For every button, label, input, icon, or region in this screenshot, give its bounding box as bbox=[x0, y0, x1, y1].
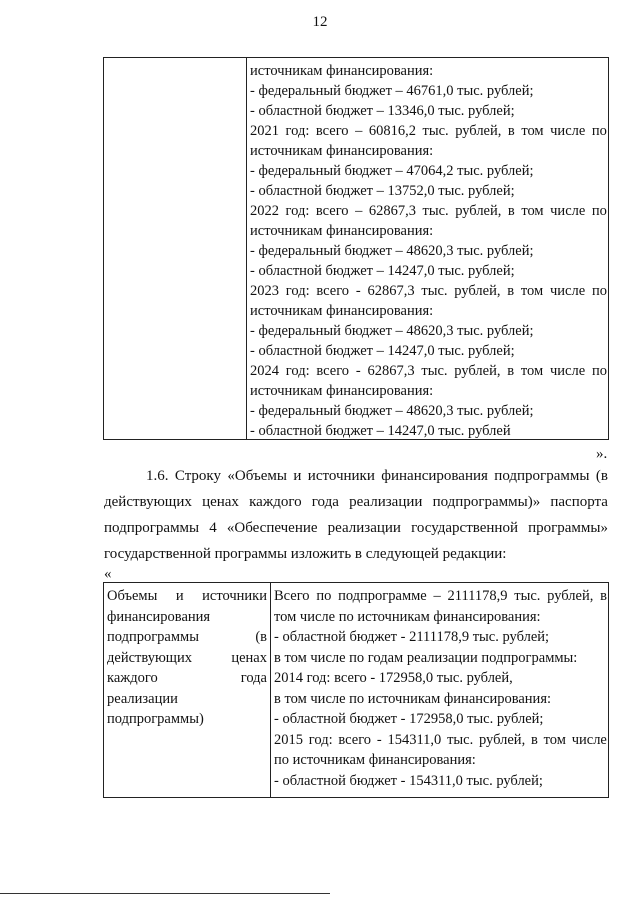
funding-line: - федеральный бюджет – 47064,2 тыс. рублей; bbox=[250, 163, 534, 179]
paragraph-line: 1.6. Строку «Объемы и источники финансирования подпрограммы (в bbox=[146, 468, 608, 484]
funding-line: - областной бюджет – 14247,0 тыс. рублей bbox=[250, 423, 511, 439]
page-number: 12 bbox=[312, 14, 328, 30]
header-line: подпрограммы (в bbox=[107, 629, 267, 645]
opening-quote: « bbox=[104, 566, 112, 582]
funding-line: - федеральный бюджет – 48620,3 тыс. рублей; bbox=[250, 403, 534, 419]
amendment-paragraph bbox=[104, 463, 608, 567]
header-line: реализации bbox=[107, 690, 178, 707]
funding-line: - областной бюджет – 13752,0 тыс. рублей; bbox=[250, 183, 515, 199]
funding-line: 2014 год: всего - 172958,0 тыс. рублей, bbox=[274, 670, 513, 686]
column-divider bbox=[246, 58, 247, 439]
subprogram-funding-table bbox=[103, 582, 609, 798]
funding-line: источникам финансирования: bbox=[250, 63, 434, 79]
funding-line: 2024 год: всего - 62867,3 тыс. рублей, в том числе по bbox=[250, 363, 607, 379]
funding-line: 2023 год: всего - 62867,3 тыс. рублей, в том числе по bbox=[250, 283, 607, 299]
funding-line: источникам финансирования: bbox=[250, 303, 434, 319]
funding-details-cell bbox=[274, 586, 607, 791]
funding-line: Всего по подпрограмме – 2111178,9 тыс. рублей, в bbox=[274, 588, 607, 604]
funding-line: в том числе по источникам финансирования: bbox=[274, 690, 552, 707]
header-line: действующих ценах bbox=[107, 649, 267, 666]
funding-line: - областной бюджет - 2111178,9 тыс. рублей; bbox=[274, 629, 550, 645]
funding-line: - федеральный бюджет – 48620,3 тыс. рублей; bbox=[250, 243, 534, 259]
header-line: каждого года bbox=[107, 670, 267, 686]
paragraph-line: подпрограммы 4 «Обеспечение реализации государственной программы» bbox=[104, 520, 608, 536]
column-divider bbox=[270, 583, 271, 797]
funding-line: - областной бюджет - 172958,0 тыс. рублей; bbox=[274, 711, 544, 727]
funding-line: - областной бюджет – 14247,0 тыс. рублей; bbox=[250, 263, 515, 279]
funding-line: - федеральный бюджет – 46761,0 тыс. рублей; bbox=[250, 83, 534, 99]
funding-line: 2022 год: всего – 62867,3 тыс. рублей, в том числе по bbox=[250, 203, 607, 219]
funding-details-cell bbox=[250, 61, 607, 441]
header-line: финансирования bbox=[107, 608, 211, 625]
closing-quote: ». bbox=[596, 446, 608, 462]
funding-line: - областной бюджет - 154311,0 тыс. рублей; bbox=[274, 772, 543, 789]
funding-line: 2021 год: всего – 60816,2 тыс. рублей, в том числе по bbox=[250, 123, 607, 139]
funding-line: источникам финансирования: bbox=[250, 383, 434, 399]
funding-line: по источникам финансирования: bbox=[274, 752, 476, 768]
paragraph-line: государственной программы изложить в следующей редакции: bbox=[104, 546, 507, 562]
row-header-cell bbox=[107, 586, 267, 730]
funding-line: 2015 год: всего - 154311,0 тыс. рублей, в том числе bbox=[274, 731, 607, 748]
funding-line: том числе по источникам финансирования: bbox=[274, 608, 541, 625]
header-line: подпрограммы) bbox=[107, 711, 204, 727]
funding-line: в том числе по годам реализации подпрограммы: bbox=[274, 649, 578, 666]
footnote-separator bbox=[0, 893, 330, 894]
funding-table-continued bbox=[103, 57, 609, 440]
funding-line: - федеральный бюджет – 48620,3 тыс. рублей; bbox=[250, 323, 534, 339]
funding-line: источникам финансирования: bbox=[250, 143, 434, 159]
funding-line: - областной бюджет – 14247,0 тыс. рублей; bbox=[250, 343, 515, 359]
header-line: Объемы и источники bbox=[107, 588, 267, 604]
funding-line: источникам финансирования: bbox=[250, 223, 434, 239]
funding-line: - областной бюджет – 13346,0 тыс. рублей; bbox=[250, 103, 515, 119]
paragraph-line: действующих ценах каждого года реализации подпрограммы)» паспорта bbox=[104, 494, 608, 510]
